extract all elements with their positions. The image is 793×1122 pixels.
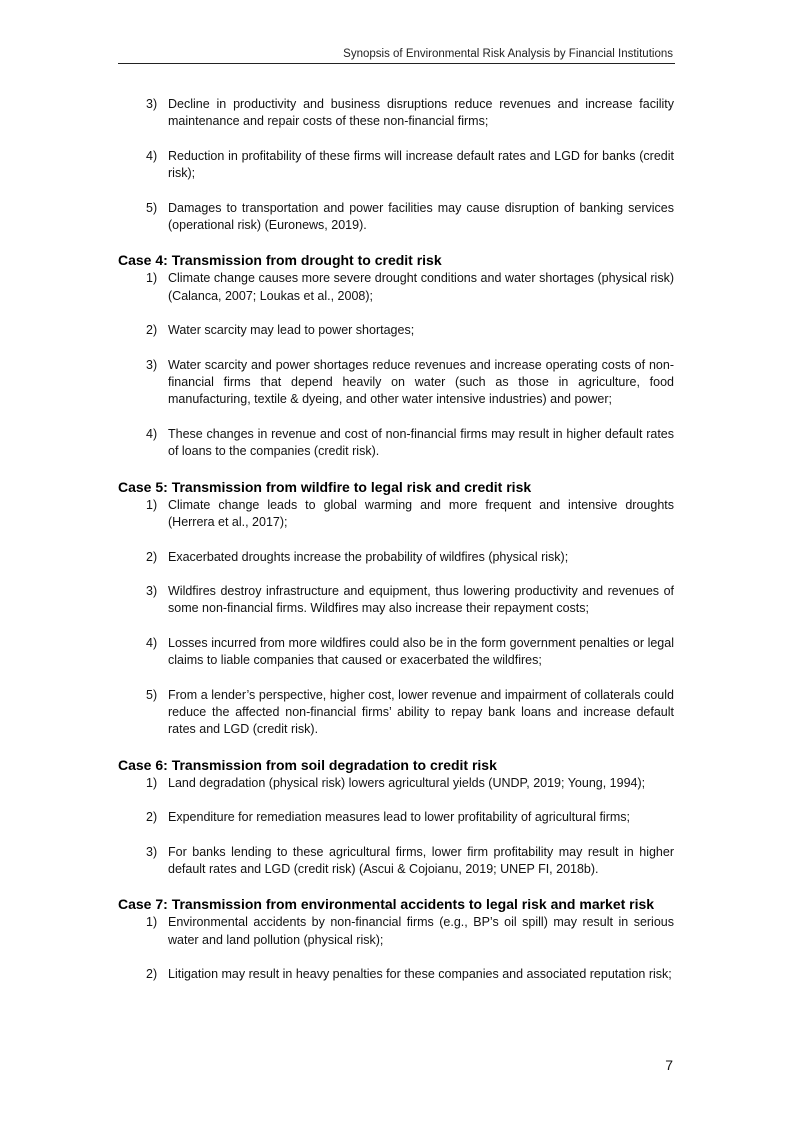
list-item-number: 5) — [146, 200, 158, 215]
case-7-heading: Case 7: Transmission from environmental accidents to legal risk and market risk — [118, 896, 655, 913]
list-item-number: 1) — [146, 915, 158, 930]
list-item — [118, 775, 674, 792]
case-5-heading: Case 5: Transmission from wildfire to legal risk and credit risk — [118, 478, 532, 495]
case-4-section — [118, 251, 674, 460]
list-item — [118, 549, 674, 566]
list-item-number: 3) — [146, 357, 158, 372]
list-item-number: 1) — [146, 271, 158, 286]
case-4-heading: Case 4: Transmission from drought to credit risk — [118, 252, 442, 269]
list-item — [118, 635, 674, 670]
list-item-number: 2) — [146, 323, 158, 338]
list-item-text: Exacerbated droughts increase the probability of wildfires (physical risk); — [168, 549, 569, 564]
list-item — [118, 497, 674, 532]
continuation-list — [118, 96, 674, 234]
list-item — [118, 148, 674, 183]
list-item-text: Climate change causes more severe drought conditions and water shortages (physical risk) (Calanca, 2007; Loukas et al., 2008); — [168, 271, 674, 303]
page-number: 7 — [665, 1057, 673, 1073]
list-item — [118, 426, 674, 461]
list-item-number: 1) — [146, 497, 158, 512]
list-item-text: For banks lending to these agricultural firms, lower firm profitability may result in higher default rates and LGD (credit risk) (Ascui & Cojoianu, 2019; UNEP FI, 2018b). — [168, 844, 674, 876]
page-body — [118, 96, 674, 984]
list-item — [118, 966, 674, 983]
list-item-text: Water scarcity and power shortages reduce revenues and increase operating costs of non-financial firms that depend heavily on water (such as those in agriculture, food manufacturing, textile & dyeing, and other water intensive industries) and power; — [168, 357, 674, 407]
list-item — [118, 270, 674, 305]
case-5-section — [118, 478, 674, 739]
list-item — [118, 322, 674, 339]
list-item-number: 3) — [146, 844, 158, 859]
running-header: Synopsis of Environmental Risk Analysis by Financial Institutions — [343, 48, 673, 60]
header-divider — [118, 63, 675, 64]
list-item-number: 3) — [146, 97, 158, 111]
list-item-text: Wildfires destroy infrastructure and equipment, thus lowering productivity and revenues of some non-financial firms. Wildfires may also increase their repayment costs; — [168, 583, 674, 616]
list-item — [118, 583, 674, 618]
list-item-number: 4) — [146, 426, 158, 441]
list-item-text: From a lender’s perspective, higher cost, lower revenue and impairment of collaterals could reduce the affected non-financial firms’ ability to repay bank loans and increase default rates and LGD (credit risk). — [168, 687, 674, 737]
list-item-text: These changes in revenue and cost of non-financial firms may result in higher default rates of loans to the companies (credit risk). — [168, 426, 674, 459]
case-5-list — [118, 497, 674, 739]
case-6-list — [118, 775, 674, 879]
list-item — [118, 357, 674, 409]
list-item-text: Losses incurred from more wildfires could also be in the form government penalties or legal claims to liable companies that caused or exacerbated the wildfires; — [168, 635, 674, 668]
list-item-text: Land degradation (physical risk) lowers agricultural yields (UNDP, 2019; Young, 1994); — [168, 775, 646, 790]
list-item-number: 4) — [146, 635, 158, 650]
list-item-text: Reduction in profitability of these firms will increase default rates and LGD for banks (credit risk); — [168, 148, 674, 181]
list-item-text: Expenditure for remediation measures lead to lower profitability of agricultural firms; — [168, 810, 631, 825]
case-7-list — [118, 914, 674, 983]
list-item-text: Litigation may result in heavy penalties for these companies and associated reputation risk; — [168, 967, 672, 982]
list-item-number: 2) — [146, 967, 158, 982]
list-item — [118, 914, 674, 949]
list-item-number: 5) — [146, 687, 158, 702]
list-item-text: Decline in productivity and business disruptions reduce revenues and increase facility maintenance and repair costs of these non-financial firms; — [168, 97, 674, 129]
list-item — [118, 200, 674, 235]
list-item-number: 1) — [146, 775, 158, 790]
list-item-text: Water scarcity may lead to power shortages; — [168, 323, 415, 338]
list-item-number: 3) — [146, 583, 158, 598]
list-item-number: 4) — [146, 148, 158, 163]
list-item — [118, 687, 674, 739]
case-4-list — [118, 270, 674, 460]
case-7-section — [118, 895, 674, 983]
list-item-text: Climate change leads to global warming and more frequent and intensive droughts (Herrera et al., 2017); — [168, 497, 674, 530]
list-item-number: 2) — [146, 810, 158, 825]
case-6-heading: Case 6: Transmission from soil degradation to credit risk — [118, 756, 497, 773]
list-item-text: Damages to transportation and power facilities may cause disruption of banking services (operational risk) (Euronews, 2019). — [168, 200, 674, 233]
list-item — [118, 809, 674, 826]
list-item — [118, 844, 674, 879]
list-item-number: 2) — [146, 549, 158, 564]
list-item-text: Environmental accidents by non-financial firms (e.g., BP’s oil spill) may result in serious water and land pollution (physical risk); — [168, 915, 674, 947]
case-6-section — [118, 756, 674, 879]
list-item — [118, 96, 674, 131]
